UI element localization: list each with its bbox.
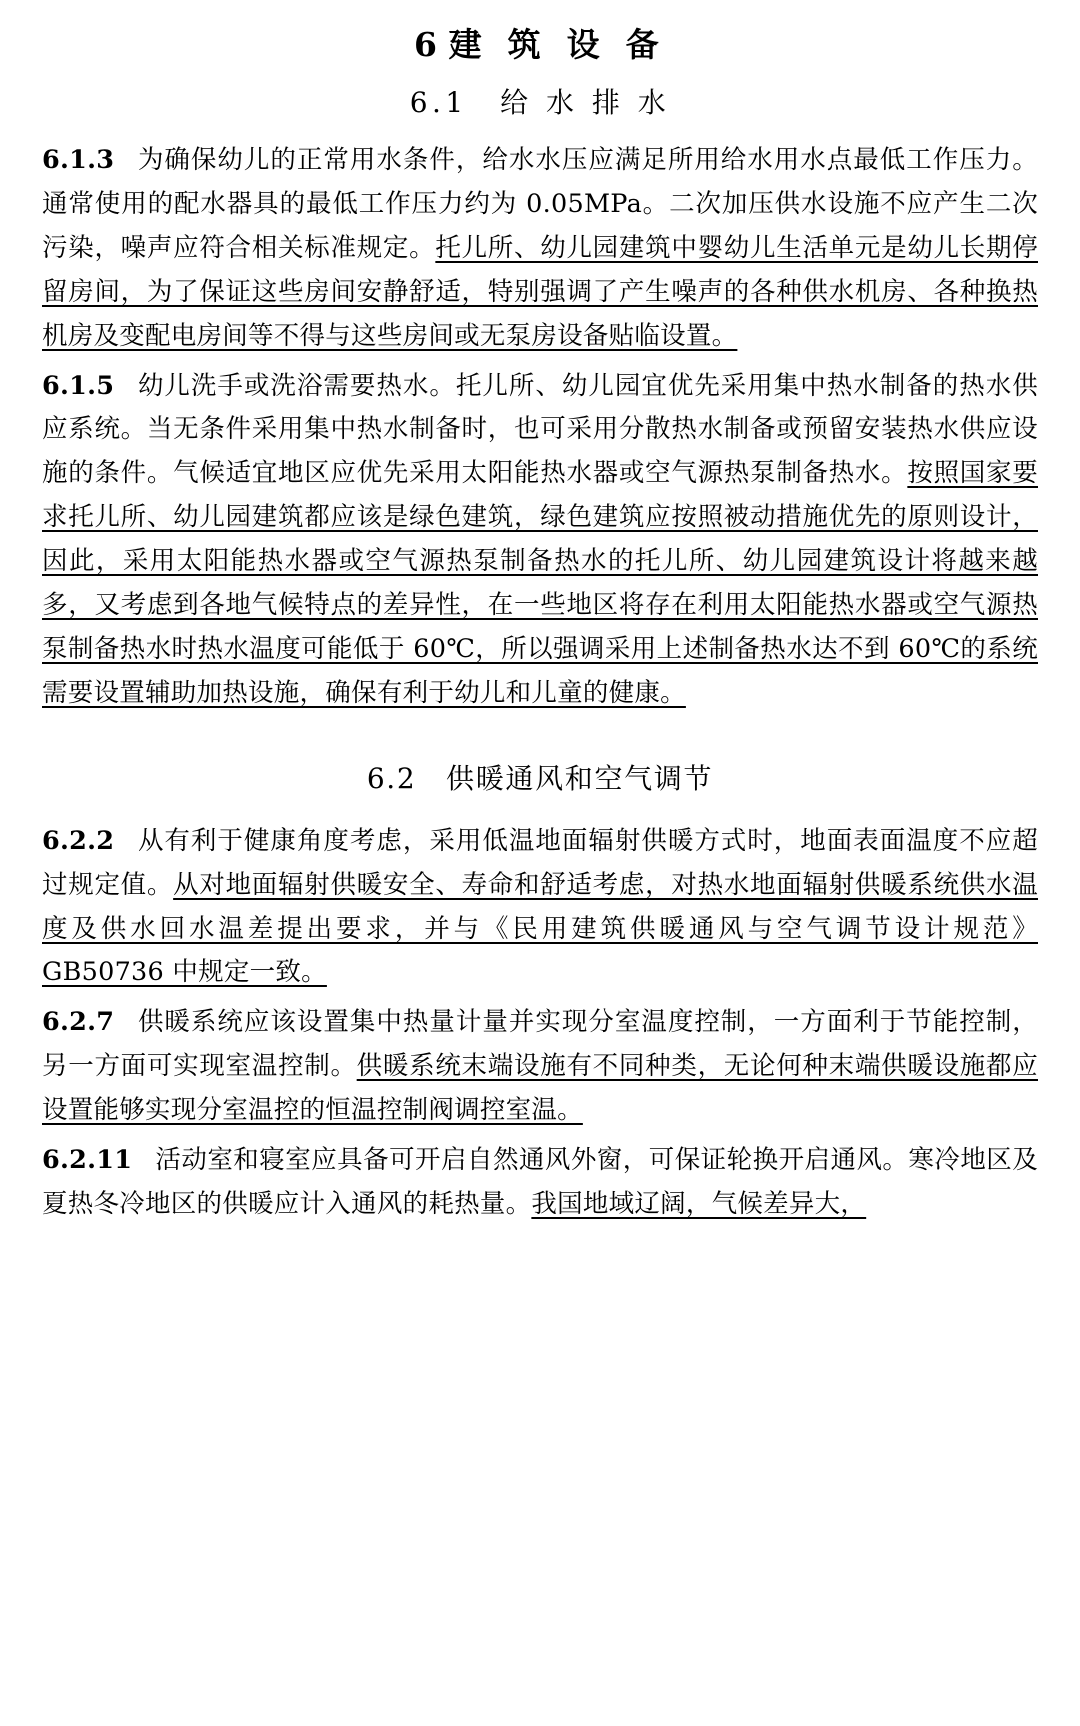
clause-text-underlined: 从对地面辐射供暖安全、寿命和舒适考虑，对热水地面辐射供暖系统供水温度及供水回水温差提出要求，并与《民用建筑供暖通风与空气调节设计规范》GB50736 中规定一致。 xyxy=(42,869,1039,988)
clause-text-underlined: 按照国家要求托儿所、幼儿园建筑都应该是绿色建筑，绿色建筑应按照被动措施优先的原则设计，因此，采用太阳能热水器或空气源热泵制备热水的托儿所、幼儿园建筑设计将越来越多，又考虑到各地气候特点的差异性，在一些地区将存在利用太阳能热水器或空气源热泵制备热水时热水温度可能低于 60℃，所以强调采用上述制备热水达不到 60℃的系统需要设置辅助加热设施，确保有利于幼儿和儿童的健康。 xyxy=(42,458,1038,708)
clause-6-2-2 xyxy=(42,820,1038,995)
clause-6-2-11 xyxy=(42,1139,1038,1227)
clause-number: 6.2.2 xyxy=(42,825,115,856)
clause-number: 6.1.3 xyxy=(42,145,115,176)
chapter-title xyxy=(42,24,1038,67)
clause-text: 幼儿洗手或洗浴需要热水。托儿所、幼儿园宜优先采用集中热水制备的热水供应系统。当无条件采用集中热水制备时，也可采用分散热水制备或预留安装热水供应设施的条件。气候适宜地区应优先采用太阳能热水器或空气源热泵制备热水。 xyxy=(42,370,1038,489)
clause-text: 从有利于健康角度考虑，采用低温地面辐射供暖方式时，地面表面温度不应超过规定值。 xyxy=(42,825,1038,900)
clause-text: 供暖系统应该设置集中热量计量并实现分室温度控制，一方面利于节能控制，另一方面可实现室温控制。 xyxy=(42,1007,1038,1082)
clause-text-underlined: 供暖系统末端设施有不同种类，无论何种末端供暖设施都应设置能够实现分室温控的恒温控制阀调控室温。 xyxy=(42,1051,1038,1125)
chapter-number: 6 xyxy=(414,25,439,64)
clause-number: 6.2.11 xyxy=(42,1144,133,1175)
clause-6-2-7 xyxy=(42,1001,1038,1133)
clause-text: 为确保幼儿的正常用水条件，给水水压应满足所用给水用水点最低工作压力。通常使用的配水器具的最低工作压力约为 0.05MPa。二次加压供水设施不应产生二次污染，噪声应符合相关标准规定。 xyxy=(42,145,1038,263)
clause-text: 活动室和寝室应具备可开启自然通风外窗，可保证轮换开启通风。寒冷地区及夏热冬冷地区的供暖应计入通风的耗热量。 xyxy=(42,1144,1038,1219)
section-heading-6-2: 6.2 供暖通风和空气调节 xyxy=(366,762,714,796)
chapter-title-text: 建 筑 设 备 xyxy=(448,25,666,64)
section-heading-6-1: 6.1 给 水 排 水 xyxy=(409,85,671,119)
clause-6-1-5 xyxy=(42,365,1038,716)
clause-text-underlined: 托儿所、幼儿园建筑中婴幼儿生活单元是幼儿长期停留房间，为了保证这些房间安静舒适，特别强调了产生噪声的各种供水机房、各种换热机房及变配电房间等不得与这些房间或无泵房设备贴临设置。 xyxy=(42,233,1038,351)
clause-number: 6.2.7 xyxy=(42,1007,115,1038)
clause-text-underlined: 我国地域辽阔，气候差异大， xyxy=(531,1188,867,1219)
clause-number: 6.1.5 xyxy=(42,370,115,401)
clause-6-1-3 xyxy=(42,139,1038,358)
